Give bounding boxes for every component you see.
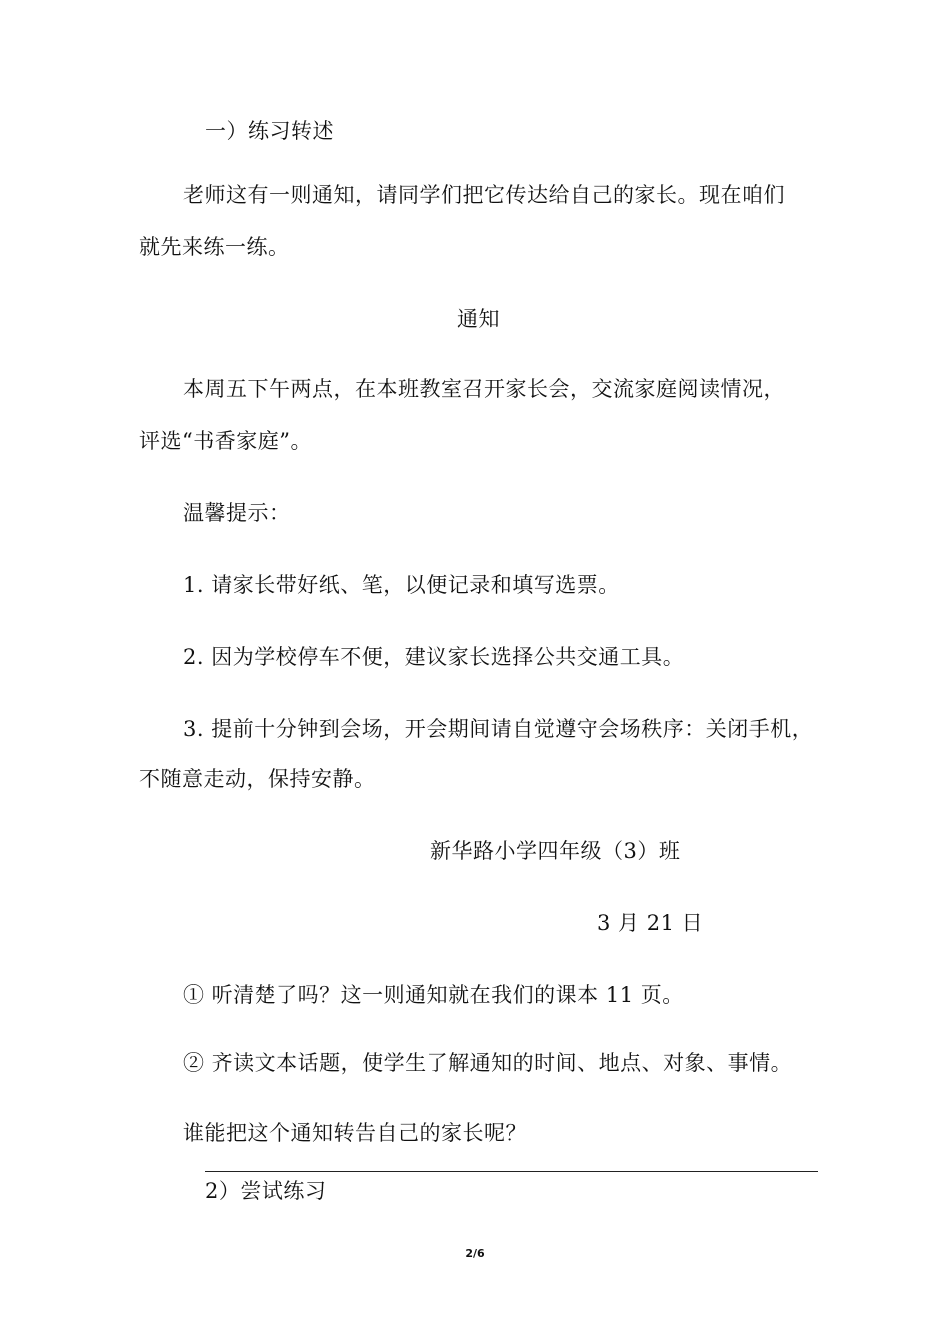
notice-body-line-2: 评选“书香家庭”。 [139,429,312,453]
tip-item-1: 1. 请家长带好纸、笔，以便记录和填写选票。 [183,573,620,597]
step-2: ② 齐读文本话题，使学生了解通知的时间、地点、对象、事情。 [183,1051,793,1075]
notice-date: 3 月 21 日 [597,911,704,935]
tip-item-3-line-1: 3. 提前十分钟到会场，开会期间请自觉遵守会场秩序：关闭手机， [183,717,814,741]
section-heading-trial-practice: 2）尝试练习 [205,1179,327,1203]
notice-body-line-1: 本周五下午两点，在本班教室召开家长会，交流家庭阅读情况， [183,377,785,401]
notice-title: 通知 [457,307,500,331]
intro-paragraph-line-1: 老师这有一则通知，请同学们把它传达给自己的家长。现在咱们 [183,183,785,207]
question-line: 谁能把这个通知转告自己的家长呢？ [183,1121,527,1145]
page-number: 2/6 [465,1247,485,1260]
tips-heading: 温馨提示： [183,501,291,525]
intro-paragraph-line-2: 就先来练一练。 [139,235,290,259]
tip-item-3-line-2: 不随意走动，保持安静。 [139,767,376,791]
horizontal-divider [205,1171,818,1172]
section-heading-practice-retelling: 一）练习转述 [205,119,334,143]
notice-signature: 新华路小学四年级（3）班 [430,839,681,863]
step-1: ① 听清楚了吗？这一则通知就在我们的课本 11 页。 [183,983,684,1007]
tip-item-2: 2. 因为学校停车不便，建议家长选择公共交通工具。 [183,645,685,669]
